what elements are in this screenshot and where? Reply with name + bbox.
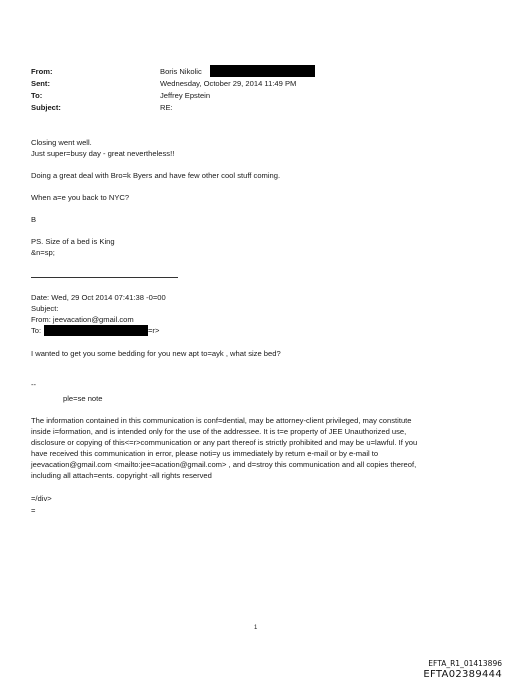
disclaimer-line-5: jeevacation@gmail.com <mailto:jee=acation@gmail.com> , and d=stroy this communication and all copies thereof, [31,460,417,469]
quoted-from: From: jeevacation@gmail.com [31,315,134,324]
body-line-1: Closing went well. [31,138,92,147]
quoted-subject: Subject: [31,304,59,313]
disclaimer-line-2: inside i=formation, and is intended only for the use of the addressee. It is t=e property of JEE Unauthorized use, [31,427,407,436]
subject-value: RE: [160,103,173,112]
quoted-message: I wanted to get you some bedding for you new apt to=ayk , what size bed? [31,349,281,358]
sent-label: Sent: [31,79,50,88]
disclaimer-line-3: disclosure or copying of this<=r>communication or any part thereof is strictly prohibited and may be u=lawful. If you [31,438,418,447]
signature-note: ple=se note [63,394,103,403]
body-line-4: When a=e you back to NYC? [31,193,130,202]
body-line-3: Doing a great deal with Bro=k Byers and have few other cool stuff coming. [31,171,281,180]
quoted-date: Date: Wed, 29 Oct 2014 07:41:38 -0=00 [31,293,166,302]
body-line-2: Just super=busy day - great nevertheless!! [31,149,175,158]
to-label: To: [31,91,43,100]
to-value: Jeffrey Epstein [160,91,211,100]
disclaimer-line-1: The information contained in this communication is conf=dential, may be attorney-client privileged, may constitute [31,416,412,425]
sent-value: Wednesday, October 29, 2014 11:49 PM [160,79,297,88]
from-value: Boris Nikolic [160,67,202,76]
from-label: From: [31,67,53,76]
subject-label: Subject: [31,103,61,112]
body-line-5: B [31,215,37,224]
separator-line [31,277,178,278]
disclaimer-line-6: including all attach=ents. copyright -all rights reserved [31,471,212,480]
quoted-to-label: To: [31,326,42,335]
footer-id-1: EFTA_R1_01413896 [428,659,502,668]
signature-dashes: -- [31,380,37,389]
end-div: =/div> [31,494,52,503]
quoted-to-tail: =r> [148,326,160,335]
footer-id-2: EFTA02389444 [423,669,502,680]
end-eq: = [31,506,36,515]
body-line-6: PS. Size of a bed is King [31,237,115,246]
disclaimer-line-4: have received this communication in error, please noti=y us immediately by return e-mail or by e-mail to [31,449,379,458]
page-number: 1 [254,625,258,631]
redaction-to [44,325,148,336]
body-line-7: &n=sp; [31,248,55,257]
redaction-from [210,65,315,77]
